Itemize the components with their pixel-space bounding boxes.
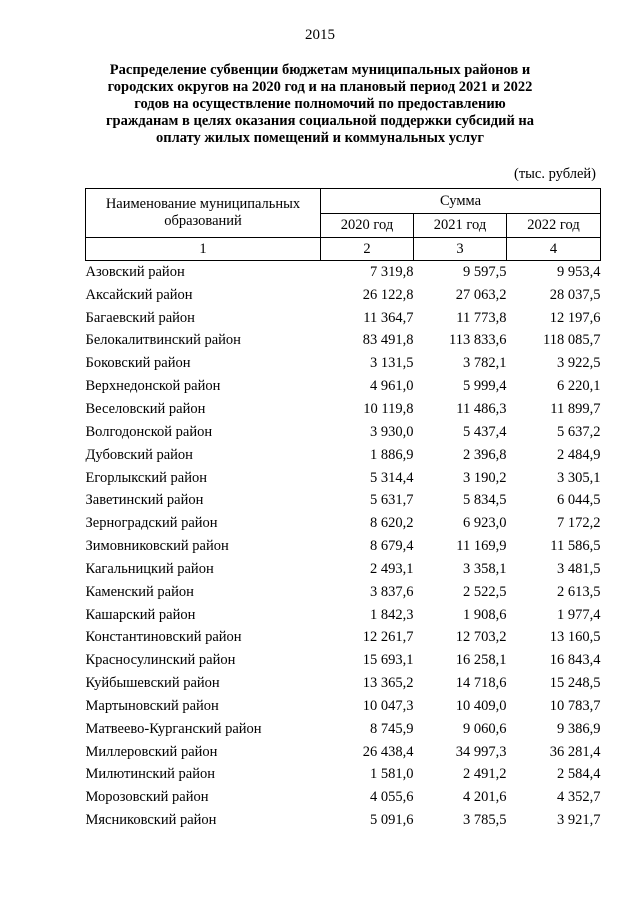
amount-2022: 118 085,7 — [543, 332, 601, 349]
amount-2021: 9 060,6 — [463, 720, 507, 737]
amount-2022: 3 305,1 — [557, 469, 601, 486]
table-row — [86, 741, 601, 764]
amount-2020: 1 581,0 — [370, 766, 414, 783]
amount-2022: 9 386,9 — [557, 720, 601, 737]
amount-2021: 27 063,2 — [455, 286, 507, 303]
table-row — [86, 786, 601, 809]
municipality-name: Куйбышевский район — [85, 675, 220, 692]
amount-2022: 5 637,2 — [557, 423, 601, 440]
column-number-2: 2 — [321, 238, 414, 261]
amount-2020: 4 055,6 — [370, 789, 414, 806]
table-row — [86, 558, 601, 581]
column-number-1: 1 — [86, 238, 321, 261]
amount-2021: 2 522,5 — [463, 583, 507, 600]
amount-2021: 1 908,6 — [463, 606, 507, 623]
table-row — [86, 512, 601, 535]
page-number: 2015 — [305, 27, 335, 43]
table-row — [86, 695, 601, 718]
amount-2022: 28 037,5 — [549, 286, 601, 303]
table-row — [86, 398, 601, 421]
municipality-name: Мясниковский район — [85, 812, 217, 829]
municipality-name: Каменский район — [85, 583, 194, 600]
table-row — [86, 307, 601, 330]
municipality-name: Красносулинский район — [85, 652, 236, 669]
header-year-2020: 2020 год — [321, 214, 414, 238]
municipality-name: Кашарский район — [85, 606, 196, 623]
amount-2021: 16 258,1 — [455, 652, 507, 669]
table-row — [86, 718, 601, 741]
header-year-2022: 2022 год — [507, 214, 601, 238]
municipality-name: Азовский район — [85, 263, 185, 280]
amount-2022: 2 484,9 — [557, 446, 601, 463]
amount-2020: 10 119,8 — [363, 400, 414, 417]
subvention-table — [85, 188, 601, 832]
table-row — [86, 604, 601, 627]
amount-2021: 113 833,6 — [449, 332, 507, 349]
municipality-name: Боковский район — [85, 355, 191, 372]
amount-2022: 11 899,7 — [550, 400, 601, 417]
header-sum: Сумма — [321, 189, 601, 214]
municipality-name: Веселовский район — [85, 400, 206, 417]
amount-2020: 11 364,7 — [363, 309, 414, 326]
amount-2021: 5 999,4 — [463, 378, 507, 395]
amount-2021: 5 834,5 — [463, 492, 507, 509]
municipality-name: Миллеровский район — [85, 743, 218, 760]
column-number-4: 4 — [507, 238, 601, 261]
amount-2020: 2 493,1 — [370, 560, 414, 577]
amount-2022: 12 197,6 — [549, 309, 601, 326]
header-municipality-name: Наименование муниципальных образований — [86, 189, 321, 238]
amount-2020: 3 131,5 — [370, 355, 414, 372]
amount-2021: 2 491,2 — [463, 766, 507, 783]
amount-2020: 7 319,8 — [370, 263, 414, 280]
amount-2022: 10 783,7 — [549, 697, 601, 714]
amount-2021: 3 190,2 — [463, 469, 507, 486]
table-row — [86, 261, 601, 284]
table-row — [86, 467, 601, 490]
amount-2021: 6 923,0 — [463, 515, 507, 532]
amount-2020: 83 491,8 — [362, 332, 414, 349]
amount-2020: 12 261,7 — [362, 629, 414, 646]
table-row — [86, 764, 601, 787]
amount-2022: 2 584,4 — [557, 766, 601, 783]
amount-2022: 9 953,4 — [557, 263, 601, 280]
amount-2021: 10 409,0 — [455, 697, 507, 714]
amount-2022: 36 281,4 — [549, 743, 601, 760]
table-row — [86, 330, 601, 353]
table-row — [86, 375, 601, 398]
municipality-name: Дубовский район — [85, 446, 193, 463]
table-row — [86, 352, 601, 375]
amount-2020: 8 745,9 — [370, 720, 414, 737]
amount-2022: 1 977,4 — [557, 606, 601, 623]
amount-2022: 3 481,5 — [557, 560, 601, 577]
table-row — [86, 489, 601, 512]
amount-2020: 13 365,2 — [362, 675, 414, 692]
header-year-2021: 2021 год — [414, 214, 507, 238]
municipality-name: Верхнедонской район — [85, 378, 221, 395]
amount-2020: 4 961,0 — [370, 378, 414, 395]
amount-2021: 5 437,4 — [463, 423, 507, 440]
amount-2022: 11 586,5 — [550, 538, 601, 555]
municipality-name: Багаевский район — [85, 309, 195, 326]
amount-2020: 3 930,0 — [370, 423, 414, 440]
table-row — [86, 421, 601, 444]
amount-2020: 26 122,8 — [362, 286, 414, 303]
amount-2020: 26 438,4 — [362, 743, 414, 760]
amount-2021: 2 396,8 — [463, 446, 507, 463]
amount-2022: 6 220,1 — [557, 378, 601, 395]
table-row — [86, 581, 601, 604]
column-number-3: 3 — [414, 238, 507, 261]
municipality-name: Заветинский район — [85, 492, 204, 509]
table-row — [86, 649, 601, 672]
table-row — [86, 444, 601, 467]
units-label: (тыс. рублей) — [514, 166, 596, 182]
amount-2021: 12 703,2 — [455, 629, 507, 646]
amount-2020: 8 620,2 — [370, 515, 414, 532]
amount-2020: 1 886,9 — [370, 446, 414, 463]
amount-2020: 5 631,7 — [370, 492, 414, 509]
amount-2021: 3 785,5 — [463, 812, 507, 829]
table-row — [86, 284, 601, 307]
table-body — [86, 261, 601, 833]
amount-2022: 13 160,5 — [549, 629, 601, 646]
amount-2021: 11 486,3 — [456, 400, 507, 417]
municipality-name: Милютинский район — [85, 766, 215, 783]
amount-2022: 15 248,5 — [549, 675, 601, 692]
amount-2022: 6 044,5 — [557, 492, 601, 509]
amount-2020: 5 091,6 — [370, 812, 414, 829]
amount-2022: 2 613,5 — [557, 583, 601, 600]
table-row — [86, 535, 601, 558]
amount-2021: 14 718,6 — [455, 675, 507, 692]
amount-2022: 3 921,7 — [557, 812, 601, 829]
municipality-name: Морозовский район — [85, 789, 209, 806]
amount-2020: 8 679,4 — [370, 538, 414, 555]
municipality-name: Мартыновский район — [85, 697, 219, 714]
amount-2020: 5 314,4 — [370, 469, 414, 486]
table-row — [86, 627, 601, 650]
municipality-name: Белокалитвинский район — [85, 332, 241, 349]
amount-2020: 10 047,3 — [362, 697, 414, 714]
amount-2021: 3 358,1 — [463, 560, 507, 577]
amount-2021: 4 201,6 — [463, 789, 507, 806]
municipality-name: Аксайский район — [85, 286, 193, 303]
amount-2021: 34 997,3 — [455, 743, 507, 760]
municipality-name: Зерноградский район — [85, 515, 218, 532]
amount-2022: 7 172,2 — [557, 515, 601, 532]
municipality-name: Волгодонской район — [85, 423, 213, 440]
amount-2020: 1 842,3 — [370, 606, 414, 623]
municipality-name: Константиновский район — [85, 629, 242, 646]
amount-2021: 9 597,5 — [463, 263, 507, 280]
municipality-name: Матвеево-Курганский район — [85, 720, 262, 737]
municipality-name: Кагальницкий район — [85, 560, 214, 577]
amount-2021: 11 169,9 — [456, 538, 507, 555]
amount-2022: 16 843,4 — [549, 652, 601, 669]
municipality-name: Егорлыкский район — [85, 469, 207, 486]
amount-2020: 15 693,1 — [362, 652, 414, 669]
table-row — [86, 672, 601, 695]
amount-2022: 4 352,7 — [557, 789, 601, 806]
document-title: Распределение субвенции бюджетам муниципальных районов и городских округов на 2020 год и на плановый период 2021 и 2022 годов на осуществление полномочий по предоставлению гражданам в целях оказания социальной поддержки субсидий на оплату жилых помещений и коммунальных услуг — [105, 62, 535, 146]
table-row — [86, 809, 601, 832]
amount-2020: 3 837,6 — [370, 583, 414, 600]
amount-2022: 3 922,5 — [557, 355, 601, 372]
municipality-name: Зимовниковский район — [85, 538, 229, 555]
amount-2021: 3 782,1 — [463, 355, 507, 372]
amount-2021: 11 773,8 — [456, 309, 507, 326]
